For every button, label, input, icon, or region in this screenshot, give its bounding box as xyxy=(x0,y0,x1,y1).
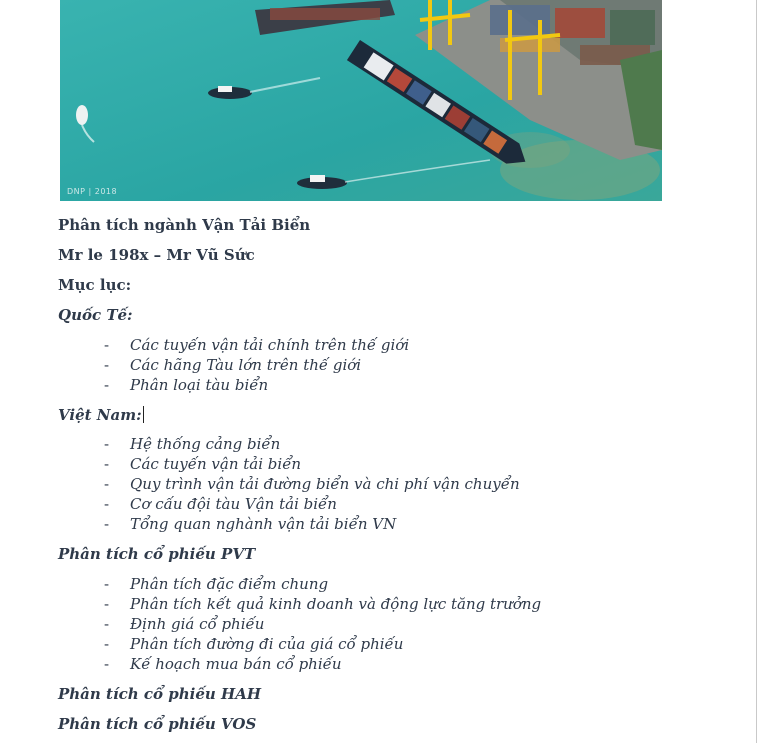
container-port-illustration xyxy=(60,0,662,201)
section-heading-pvt: Phân tích cổ phiếu PVT xyxy=(58,545,256,563)
toc-label: Mục lục: xyxy=(58,276,132,294)
port-photo xyxy=(60,0,662,201)
scrollbar-track[interactable] xyxy=(757,0,779,743)
section-heading-vietnam: Việt Nam: xyxy=(58,406,142,424)
document-page[interactable]: DNP | 2018 Phân tích ngành Vận Tải Biển Mr le 198x – Mr Vũ Sức Mục lục: Quốc Tế: - Các tuyến vận tải chính trên thế giới - Các hãng Tàu lớn trên thế giới - Phân loại tàu biển Việt Nam: - Hệ thống cảng biển - Các tuyến vận tải biển - Quy trình vận tải đường biển và chi phí vận chuyển - Cơ cấu đội tàu Vận tải biển - Tổng quan nghành vận tải biển VN Phân tích cổ phiếu PVT - Phân tích đặc điểm chung - Phân tích kết quả kinh doanh và động lực tăng trưởng - Định giá cổ phiếu - Phân tích đường đi của giá cổ phiếu - Kế hoạch mua bán cổ phiếu Phân tích cổ phiếu HAH Phân tích cổ phiếu VOS xyxy=(0,0,756,743)
section-heading-hah: Phân tích cổ phiếu HAH xyxy=(58,685,262,703)
section-heading-vos: Phân tích cổ phiếu VOS xyxy=(58,715,257,733)
photo-watermark: DNP | 2018 xyxy=(67,187,118,196)
section-heading-international: Quốc Tế: xyxy=(58,306,133,324)
document-title: Phân tích ngành Vận Tải Biển xyxy=(58,216,311,234)
document-author: Mr le 198x – Mr Vũ Sức xyxy=(58,246,255,264)
text-cursor xyxy=(143,406,144,423)
